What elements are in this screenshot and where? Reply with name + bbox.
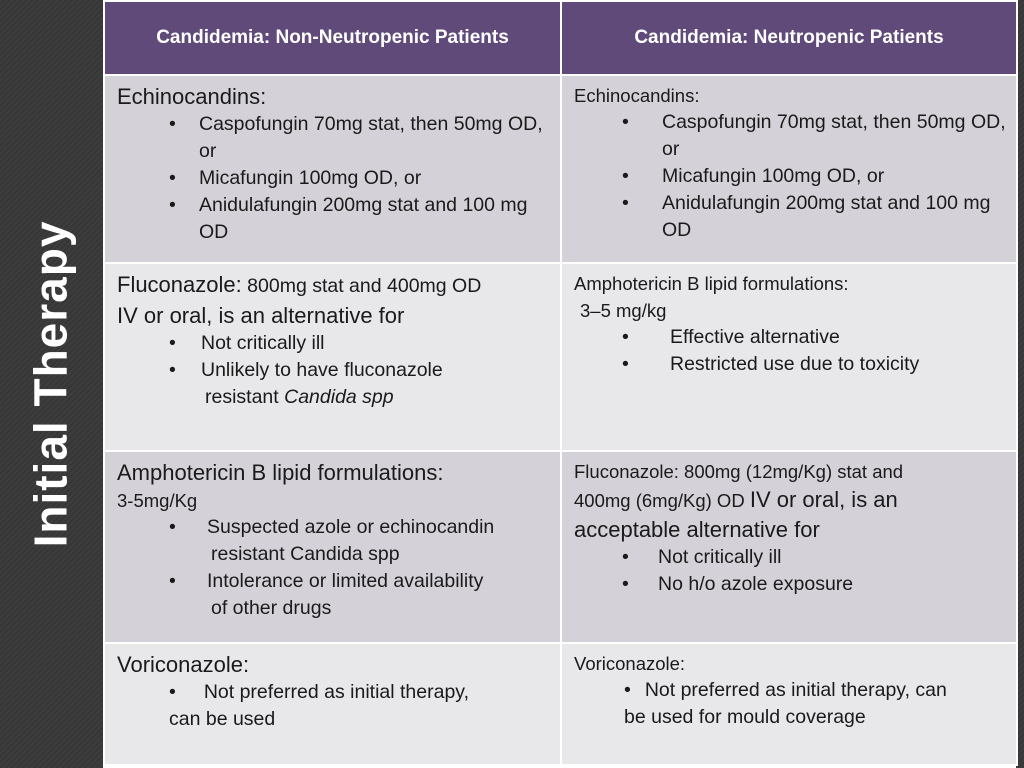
table-header-row: [104, 1, 1017, 75]
cell-line: 3-5mg/Kg: [117, 490, 198, 511]
list-item: • Micafungin 100mg OD, or: [574, 163, 1006, 190]
list-item: • Caspofungin 70mg stat, then 50mg OD, or: [622, 111, 1006, 160]
cell-voriconazole-neutropenic: [561, 643, 1017, 765]
indication-list: [117, 514, 550, 622]
list-item-continuation: can be used: [169, 708, 276, 730]
cell-heading: Voriconazole:: [574, 653, 686, 674]
therapy-table: [103, 0, 1018, 766]
list-item: • Not preferred as initial therapy, can: [624, 679, 947, 701]
indication-list: [574, 544, 1006, 598]
cell-heading: Amphotericin B lipid formulations:: [574, 273, 849, 294]
cell-line: acceptable alternative for: [574, 517, 820, 542]
list-item: • Unlikely to have fluconazole resistant Candida spp: [169, 359, 443, 408]
cell-echinocandins-neutropenic: [561, 75, 1017, 263]
cell-heading: Fluconazole: 800mg stat and 400mg OD: [117, 272, 482, 297]
list-item: • Not critically ill: [117, 330, 550, 357]
list-item: • Anidulafungin 200mg stat and 100 mg OD: [169, 194, 528, 243]
bullet-icon: •: [169, 113, 176, 135]
bullet-icon: •: [622, 192, 629, 214]
list-item: • Anidulafungin 200mg stat and 100 mg OD: [622, 192, 991, 241]
cell-voriconazole-non-neutropenic: [104, 643, 561, 765]
bullet-icon: •: [169, 570, 176, 592]
cell-fluconazole-non-neutropenic: [104, 263, 561, 451]
list-item: • Restricted use due to toxicity: [574, 351, 1006, 378]
indication-list: [574, 324, 1006, 378]
bullet-icon: •: [622, 165, 629, 187]
cell-amphotericin-neutropenic: [561, 263, 1017, 451]
cell-heading: Voriconazole:: [117, 652, 250, 677]
header-non-neutropenic: Candidemia: Non-Neutropenic Patients: [104, 1, 561, 75]
bullet-icon: •: [622, 326, 629, 348]
table-row: [104, 75, 1017, 263]
list-item: • No h/o azole exposure: [574, 571, 1006, 598]
cell-line: 400mg (6mg/Kg) OD IV or oral, is an: [574, 487, 898, 512]
cell-amphotericin-non-neutropenic: [104, 451, 561, 643]
cell-line: 3–5 mg/kg: [580, 300, 667, 321]
cell-heading: Amphotericin B lipid formulations:: [117, 460, 444, 485]
bullet-icon: •: [622, 353, 629, 375]
cell-heading: Echinocandins:: [574, 85, 700, 106]
bullet-icon: •: [622, 573, 629, 595]
list-item: • Not preferred as initial therapy,: [169, 681, 470, 703]
cell-fluconazole-neutropenic: [561, 451, 1017, 643]
therapy-table-container: [103, 0, 1016, 768]
bullet-icon: •: [624, 679, 631, 701]
list-item: • Caspofungin 70mg stat, then 50mg OD, or: [169, 113, 543, 162]
indication-list: [117, 330, 550, 411]
cell-line: Fluconazole: 800mg (12mg/Kg) stat and: [574, 461, 904, 482]
bullet-icon: •: [169, 681, 176, 703]
side-title: Initial Therapy: [24, 220, 77, 548]
table-row: [104, 643, 1017, 765]
bullet-icon: •: [169, 332, 176, 354]
cell-line: IV or oral, is an alternative for: [117, 303, 405, 328]
table-row: [104, 451, 1017, 643]
list-item-continuation: be used for mould coverage: [624, 706, 866, 728]
table-row: [104, 263, 1017, 451]
bullet-icon: •: [622, 546, 629, 568]
list-item: • Effective alternative: [574, 324, 1006, 351]
bullet-icon: •: [622, 111, 629, 133]
list-item: • Suspected azole or echinocandin resistant Candida spp: [169, 516, 495, 565]
list-item: • Not critically ill: [574, 544, 1006, 571]
bullet-icon: •: [169, 516, 176, 538]
bullet-icon: •: [169, 359, 176, 381]
cell-echinocandins-non-neutropenic: [104, 75, 561, 263]
list-item: • Intolerance or limited availability of other drugs: [169, 570, 484, 619]
list-item: • Micafungin 100mg OD, or: [117, 165, 550, 192]
header-neutropenic: Candidemia: Neutropenic Patients: [561, 1, 1017, 75]
side-title-container: [0, 150, 100, 618]
drug-list: [117, 111, 550, 246]
cell-heading: Echinocandins:: [117, 84, 267, 109]
bullet-icon: •: [169, 194, 176, 216]
bullet-icon: •: [169, 167, 176, 189]
drug-list: [574, 109, 1006, 244]
